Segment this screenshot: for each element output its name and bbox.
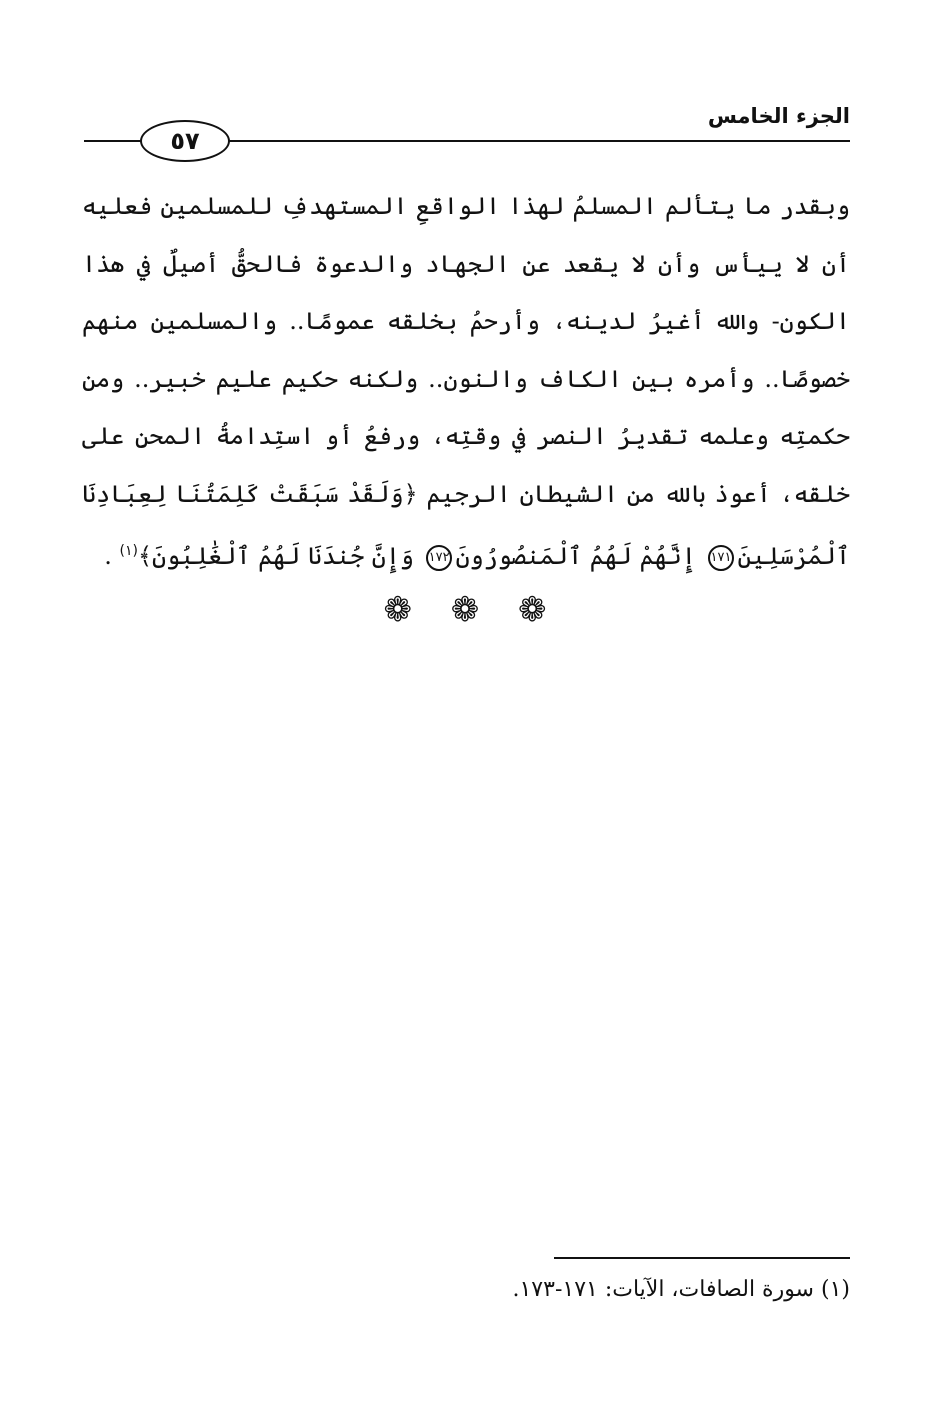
body-paragraph (82, 178, 850, 586)
verse-part-2: إِنَّهُمْ لَهُمُ ٱلْمَنصُورُونَ (455, 542, 696, 570)
ayah-number-172: ١٧٢ (426, 545, 452, 571)
footnote-reference[interactable]: (١) (119, 543, 138, 559)
running-title: الجزء الخامس (707, 104, 850, 128)
page-number: ٥٧ (140, 120, 230, 162)
footnote-rule (554, 1257, 850, 1259)
verse-part-1: وَلَقَدْ سَبَقَتْ كَلِمَتُنَا لِعِبَادِنَا ٱلْمُرْسَلِينَ (82, 479, 850, 570)
section-separator: ❁ ❁ ❁ (383, 590, 561, 630)
verse-close-bracket: ﴾ (137, 542, 152, 570)
verse-part-3: وَإِنَّ جُندَنَا لَهُمُ ٱلْغَٰلِبُونَ (152, 542, 414, 570)
footnote: (١) سورة الصافات، الآيات: ١٧١-١٧٣. (512, 1277, 850, 1302)
ayah-number-171: ١٧١ (708, 545, 734, 571)
end-punctuation: . (104, 542, 120, 570)
prose-text: وبقدر ما يتألم المسلمُ لهذا الواقعِ المستهدفِ للمسلمين فعليه أن لا ييأس وأن لا يقعد عن الجهاد والدعوة فالحقُّ أصيلٌ في هذا الكون- والله أغيرُ لدينه، وأرحمُ بخلقه عمومًا.. والمسلمين منهم خصوصًا.. وأمره بين الكاف والنون.. ولكنه حكيم عليم خبير.. ومن حكمتِه وعلمه تقديرُ النصر في وقتِه، ورفعُ أو استِدامةُ المحنِ على خلقه، أعوذ بالله من الشيطان الرجيم (82, 192, 850, 508)
verse-open-bracket: ﴿ (403, 479, 418, 508)
